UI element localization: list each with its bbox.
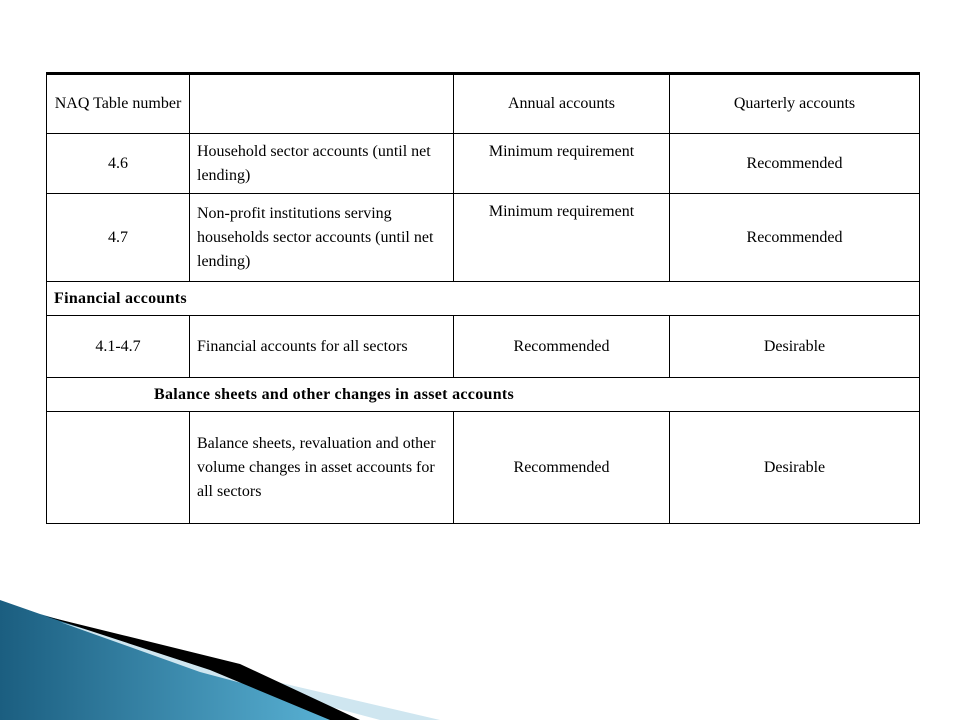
section-heading-financial: Financial accounts <box>47 282 920 316</box>
table-row <box>47 194 920 282</box>
description-cell: Non-profit institutions serving households sector accounts (until net lending) <box>190 194 454 282</box>
annual-cell: Recommended <box>454 412 670 524</box>
naq-number-cell: 4.7 <box>47 194 190 282</box>
slide-corner-decoration <box>0 600 440 720</box>
header-blank <box>190 74 454 134</box>
quarterly-cell: Recommended <box>670 134 920 194</box>
header-row <box>47 74 920 134</box>
description-cell: Balance sheets, revaluation and other volume changes in asset accounts for all sectors <box>190 412 454 524</box>
annual-cell: Recommended <box>454 316 670 378</box>
annual-cell: Minimum requirement <box>454 134 670 194</box>
header-quarterly-accounts: Quarterly accounts <box>670 74 920 134</box>
naq-number-cell: 4.6 <box>47 134 190 194</box>
annual-cell: Minimum requirement <box>454 194 670 282</box>
section-row <box>47 282 920 316</box>
table-row <box>47 316 920 378</box>
section-heading-balance-sheets: Balance sheets and other changes in asset accounts <box>47 378 920 412</box>
quarterly-cell: Recommended <box>670 194 920 282</box>
header-naq-table-number: NAQ Table number <box>47 74 190 134</box>
table-row <box>47 412 920 524</box>
quarterly-cell: Desirable <box>670 412 920 524</box>
description-cell: Financial accounts for all sectors <box>190 316 454 378</box>
naq-number-cell <box>47 412 190 524</box>
section-row <box>47 378 920 412</box>
description-cell: Household sector accounts (until net lending) <box>190 134 454 194</box>
naq-number-cell: 4.1-4.7 <box>47 316 190 378</box>
header-annual-accounts: Annual accounts <box>454 74 670 134</box>
table-row <box>47 134 920 194</box>
quarterly-cell: Desirable <box>670 316 920 378</box>
accounts-table <box>46 72 920 524</box>
